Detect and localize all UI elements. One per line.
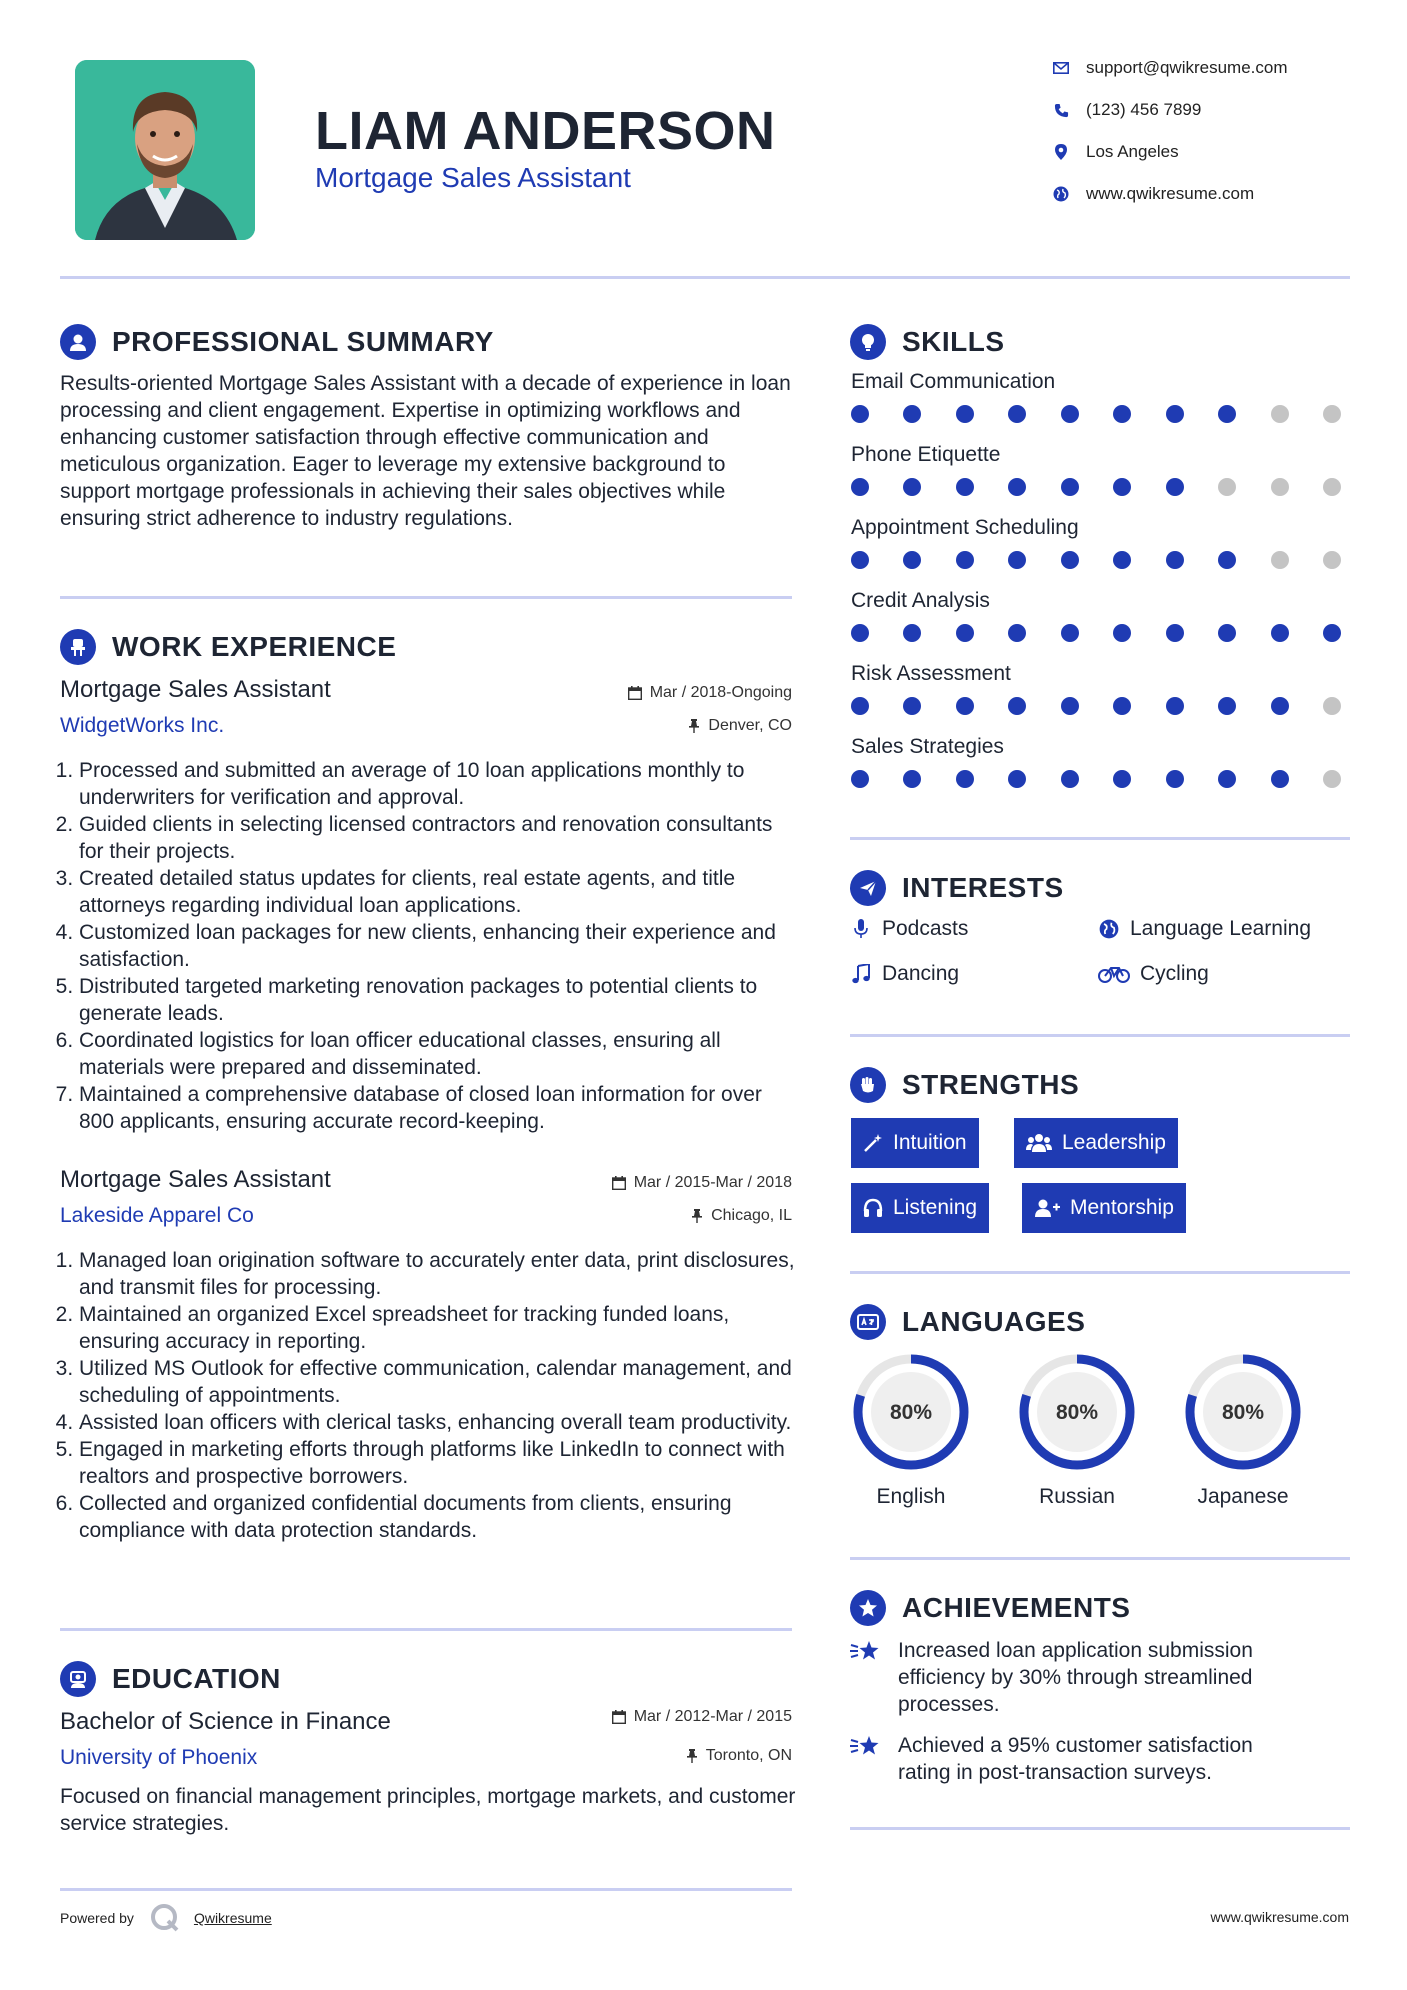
job-title: Mortgage Sales Assistant — [60, 676, 331, 703]
qwikresume-link[interactable]: Qwikresume — [193, 1910, 272, 1926]
skill-label: Phone Etiquette — [851, 443, 1001, 466]
skill-label: Risk Assessment — [851, 662, 1011, 685]
rating-dot-empty — [1323, 551, 1341, 569]
job-company: WidgetWorks Inc. — [60, 714, 225, 737]
candidate-name: LIAM ANDERSON — [315, 101, 776, 161]
rating-dot-filled — [956, 551, 974, 569]
interest-item: Dancing — [850, 962, 959, 986]
interest-item: Language Learning — [1098, 917, 1311, 941]
rating-dot-filled — [1218, 405, 1236, 423]
user-icon — [60, 324, 96, 360]
skill-rating — [851, 697, 1341, 715]
star-badge-icon — [850, 1590, 886, 1626]
rating-dot-filled — [903, 770, 921, 788]
interests-heading: INTERESTS — [850, 870, 1064, 906]
users-icon — [1026, 1133, 1052, 1153]
rating-dot-filled — [1008, 624, 1026, 642]
rating-dot-filled — [1113, 624, 1131, 642]
languages-divider — [850, 1557, 1350, 1560]
rating-dot-filled — [1166, 624, 1184, 642]
candidate-role: Mortgage Sales Assistant — [315, 162, 631, 193]
skill-rating — [851, 551, 1341, 569]
strength-tag: Mentorship — [1022, 1183, 1186, 1233]
education-degree: Bachelor of Science in Finance — [60, 1708, 391, 1735]
rating-dot-filled — [903, 478, 921, 496]
skill-row — [851, 589, 1341, 642]
language-label: Japanese — [1197, 1485, 1289, 1508]
rating-dot-filled — [1166, 770, 1184, 788]
skill-row — [851, 662, 1341, 715]
rating-dot-filled — [1271, 624, 1289, 642]
calendar-icon — [612, 1176, 626, 1190]
rating-dot-filled — [851, 478, 869, 496]
rating-dot-filled — [851, 770, 869, 788]
rating-dot-filled — [903, 697, 921, 715]
list-item: 4. Assisted loan officers with clerical tasks, enhancing overall team productivity. — [79, 1409, 800, 1436]
list-item: 3. Utilized MS Outlook for effective communication, calendar management, and scheduling of appointments. — [79, 1355, 800, 1409]
rating-dot-filled — [956, 770, 974, 788]
rating-dot-filled — [1218, 551, 1236, 569]
job-location: Chicago, IL — [500, 1207, 792, 1225]
education-dates: Mar / 2012-Mar / 2015 — [500, 1708, 792, 1726]
rating-dot-filled — [1271, 697, 1289, 715]
rating-dot-filled — [1008, 697, 1026, 715]
skill-row — [851, 735, 1341, 788]
list-item: 1. Processed and submitted an average of 10 loan applications monthly to underwriters for verification and approval. — [79, 757, 800, 811]
languages-heading: LANGUAGES — [850, 1304, 1085, 1340]
rating-dot-filled — [1061, 478, 1079, 496]
rating-dot-empty — [1323, 478, 1341, 496]
rating-dot-filled — [1271, 770, 1289, 788]
contact-email[interactable]: support@qwikresume.com — [1050, 57, 1288, 79]
qwikresume-logo-icon — [150, 1903, 180, 1933]
summary-divider — [60, 596, 792, 599]
shooting-star-icon — [850, 1637, 880, 1672]
achievements-heading: ACHIEVEMENTS — [850, 1590, 1130, 1626]
rating-dot-filled — [851, 405, 869, 423]
skill-rating — [851, 405, 1341, 423]
rating-dot-empty — [1323, 405, 1341, 423]
contact-phone[interactable]: (123) 456 7899 — [1050, 99, 1201, 121]
education-school: University of Phoenix — [60, 1746, 258, 1769]
rating-dot-empty — [1323, 770, 1341, 788]
language-label: English — [876, 1485, 946, 1508]
pin-icon — [688, 719, 700, 733]
list-item: 2. Guided clients in selecting licensed contractors and renovation consultants for their projects. — [79, 811, 800, 865]
language-ring — [1182, 1351, 1304, 1473]
rating-dot-filled — [1008, 405, 1026, 423]
rating-dot-filled — [903, 624, 921, 642]
language-ring — [1016, 1351, 1138, 1473]
list-item: 1. Managed loan origination software to accurately enter data, print disclosures, and transmit files for processing. — [79, 1247, 800, 1301]
rating-dot-empty — [1271, 405, 1289, 423]
experience-divider — [60, 1628, 792, 1631]
rating-dot-filled — [956, 405, 974, 423]
achievement-item: Achieved a 95% customer satisfaction rating in post-transaction surveys. — [850, 1732, 1310, 1786]
list-item: 3. Created detailed status updates for clients, real estate agents, and title attorneys regarding individual loan applications. — [79, 865, 800, 919]
job-bullets — [60, 1247, 800, 1544]
job-company: Lakeside Apparel Co — [60, 1204, 254, 1227]
profile-photo — [75, 60, 255, 240]
skill-label: Appointment Scheduling — [851, 516, 1079, 539]
envelope-icon — [1050, 57, 1072, 79]
pin-icon — [686, 1749, 698, 1763]
education-text: Focused on financial management principles, mortgage markets, and customer service strategies. — [60, 1785, 796, 1835]
list-item: 6. Collected and organized confidential documents from clients, ensuring compliance with data protection standards. — [79, 1490, 800, 1544]
strength-tag: Intuition — [851, 1118, 979, 1168]
microphone-icon — [850, 919, 872, 939]
list-item: 7. Maintained a comprehensive database of closed loan information for over 800 applicants, ensuring accurate record-keeping. — [79, 1081, 800, 1135]
skills-divider — [850, 837, 1350, 840]
skill-rating — [851, 624, 1341, 642]
rating-dot-filled — [1113, 551, 1131, 569]
strengths-divider — [850, 1271, 1350, 1274]
strengths-heading: STRENGTHS — [850, 1067, 1079, 1103]
contact-website[interactable]: www.qwikresume.com — [1050, 183, 1254, 205]
language-percent: 80% — [889, 1401, 933, 1424]
rating-dot-filled — [1218, 770, 1236, 788]
list-item: 6. Coordinated logistics for loan officer educational classes, ensuring all materials were prepared and disseminated. — [79, 1027, 800, 1081]
summary-heading: PROFESSIONAL SUMMARY — [60, 324, 494, 360]
experience-heading: WORK EXPERIENCE — [60, 629, 396, 665]
rating-dot-filled — [1008, 770, 1026, 788]
strength-tag: Leadership — [1014, 1118, 1178, 1168]
strength-tag: Listening — [851, 1183, 989, 1233]
pin-icon — [691, 1209, 703, 1223]
skill-label: Credit Analysis — [851, 589, 990, 612]
rating-dot-filled — [1166, 551, 1184, 569]
contact-location: Los Angeles — [1050, 141, 1179, 163]
rating-dot-filled — [1218, 624, 1236, 642]
rating-dot-filled — [851, 624, 869, 642]
rating-dot-filled — [956, 697, 974, 715]
job-dates: Mar / 2018-Ongoing — [500, 684, 792, 702]
rating-dot-filled — [1166, 478, 1184, 496]
calendar-icon — [612, 1710, 626, 1724]
skill-row — [851, 443, 1341, 496]
rating-dot-filled — [1061, 697, 1079, 715]
rating-dot-filled — [1218, 697, 1236, 715]
language-percent: 80% — [1055, 1401, 1099, 1424]
graduate-icon — [60, 1661, 96, 1697]
rating-dot-filled — [1061, 624, 1079, 642]
chair-icon — [60, 629, 96, 665]
skill-label: Sales Strategies — [851, 735, 1004, 758]
rating-dot-filled — [1061, 770, 1079, 788]
footer-divider — [60, 1888, 792, 1891]
language-label: Russian — [1039, 1485, 1115, 1508]
list-item: 5. Engaged in marketing efforts through platforms like LinkedIn to connect with realtors and prospective borrowers. — [79, 1436, 800, 1490]
rating-dot-filled — [851, 551, 869, 569]
education-location: Toronto, ON — [500, 1747, 792, 1765]
magic-wand-icon — [863, 1133, 883, 1153]
calendar-icon — [628, 686, 642, 700]
skill-row — [851, 516, 1341, 569]
skill-rating — [851, 478, 1341, 496]
education-heading: EDUCATION — [60, 1661, 281, 1697]
skill-label: Email Communication — [851, 370, 1056, 393]
skills-heading: SKILLS — [850, 324, 1005, 360]
rating-dot-filled — [903, 405, 921, 423]
powered-by: Powered by Qwikresume — [60, 1903, 272, 1933]
interest-item: Cycling — [1098, 962, 1209, 986]
footer-url[interactable]: www.qwikresume.com — [1210, 1909, 1349, 1925]
paper-plane-icon — [850, 870, 886, 906]
list-item: 5. Distributed targeted marketing renovation packages to potential clients to generate leads. — [79, 973, 800, 1027]
achievement-item: Increased loan application submission efficiency by 30% through streamlined processes. — [850, 1637, 1310, 1718]
interests-divider — [850, 1034, 1350, 1037]
job-location: Denver, CO — [500, 717, 792, 735]
rating-dot-filled — [1061, 551, 1079, 569]
rating-dot-filled — [956, 624, 974, 642]
rating-dot-empty — [1271, 478, 1289, 496]
globe-icon — [1050, 183, 1072, 205]
interest-item: Podcasts — [850, 917, 968, 941]
rating-dot-filled — [1008, 478, 1026, 496]
language-card-icon — [850, 1304, 886, 1340]
list-item: 4. Customized loan packages for new clients, enhancing their experience and satisfaction. — [79, 919, 800, 973]
job-title: Mortgage Sales Assistant — [60, 1166, 331, 1193]
rating-dot-filled — [1166, 697, 1184, 715]
job-bullets — [60, 757, 800, 1135]
phone-icon — [1050, 99, 1072, 121]
map-pin-icon — [1050, 141, 1072, 163]
rating-dot-filled — [1323, 624, 1341, 642]
language-ring — [850, 1351, 972, 1473]
rating-dot-filled — [956, 478, 974, 496]
skill-row — [851, 370, 1341, 423]
list-item: 2. Maintained an organized Excel spreadsheet for tracking funded loans, ensuring accuracy in reporting. — [79, 1301, 800, 1355]
fist-icon — [850, 1067, 886, 1103]
shooting-star-icon — [850, 1732, 880, 1767]
rating-dot-filled — [1113, 405, 1131, 423]
lightbulb-icon — [850, 324, 886, 360]
user-plus-icon — [1034, 1198, 1060, 1218]
rating-dot-filled — [1113, 770, 1131, 788]
globe-icon — [1098, 919, 1120, 939]
job-dates: Mar / 2015-Mar / 2018 — [500, 1174, 792, 1192]
bicycle-icon — [1098, 965, 1130, 983]
rating-dot-filled — [1061, 405, 1079, 423]
music-note-icon — [850, 964, 872, 984]
summary-text: Results-oriented Mortgage Sales Assistant with a decade of experience in loan processing and client engagement. Expertise in optimizing workflows and enhancing customer satisfaction through effective communication and meticulous organization. Eager to leverage my extensive background to support mortgage professionals in achieving their sales objectives while ensuring strict adherence to industry regulations. — [60, 372, 791, 530]
rating-dot-empty — [1218, 478, 1236, 496]
rating-dot-filled — [1113, 478, 1131, 496]
rating-dot-filled — [903, 551, 921, 569]
headphones-icon — [863, 1198, 883, 1218]
skill-rating — [851, 770, 1341, 788]
header-divider — [60, 276, 1350, 279]
achievements-divider — [850, 1827, 1350, 1830]
rating-dot-filled — [1113, 697, 1131, 715]
rating-dot-empty — [1323, 697, 1341, 715]
language-percent: 80% — [1221, 1401, 1265, 1424]
rating-dot-filled — [1008, 551, 1026, 569]
rating-dot-empty — [1271, 551, 1289, 569]
rating-dot-filled — [1166, 405, 1184, 423]
rating-dot-filled — [851, 697, 869, 715]
